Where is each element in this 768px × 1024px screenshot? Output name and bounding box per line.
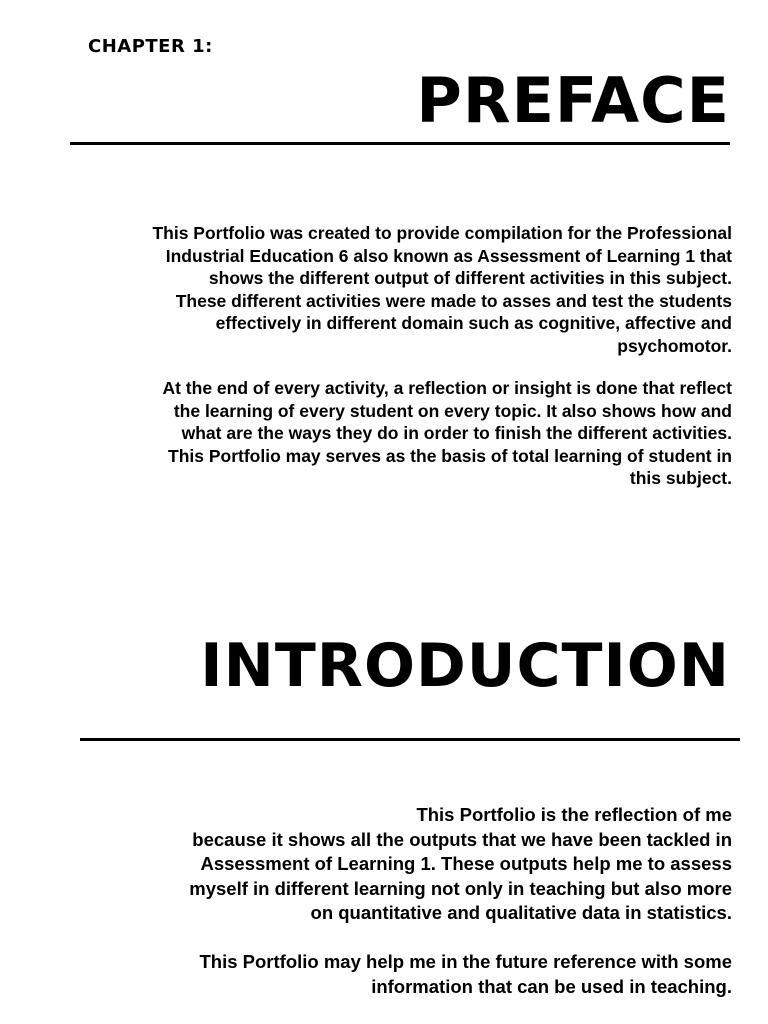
introduction-paragraph-1: This Portfolio is the reflection of me because it shows all the outputs that we have been tackled in Assessment of Learning 1. These outputs help me to assess myself in different learning not only in teaching but also more on quantitative and qualitative data in statistics.: [189, 804, 732, 923]
preface-paragraph-2: At the end of every activity, a reflection or insight is done that reflect the learning of every student on every topic. It also shows how and what are the ways they do in order to finish the different activities. This Portfolio may serves as the basis of total learning of student in this subject.: [162, 378, 732, 488]
preface-title: PREFACE: [416, 64, 730, 137]
preface-paragraph-1: This Portfolio was created to provide compilation for the Professional Industrial Education 6 also known as Assessment of Learning 1 that shows the different output of different activities in this subject. These different activities were made to asses and test the students effectively in different domain such as cognitive, affective and psychomotor.: [152, 223, 732, 356]
preface-divider: [70, 142, 730, 145]
introduction-paragraph-2: This Portfolio may help me in the future reference with some information that can be used in teaching.: [199, 951, 732, 997]
chapter-label: CHAPTER 1:: [88, 36, 213, 57]
introduction-divider: [80, 738, 740, 741]
introduction-title: INTRODUCTION: [200, 631, 730, 701]
